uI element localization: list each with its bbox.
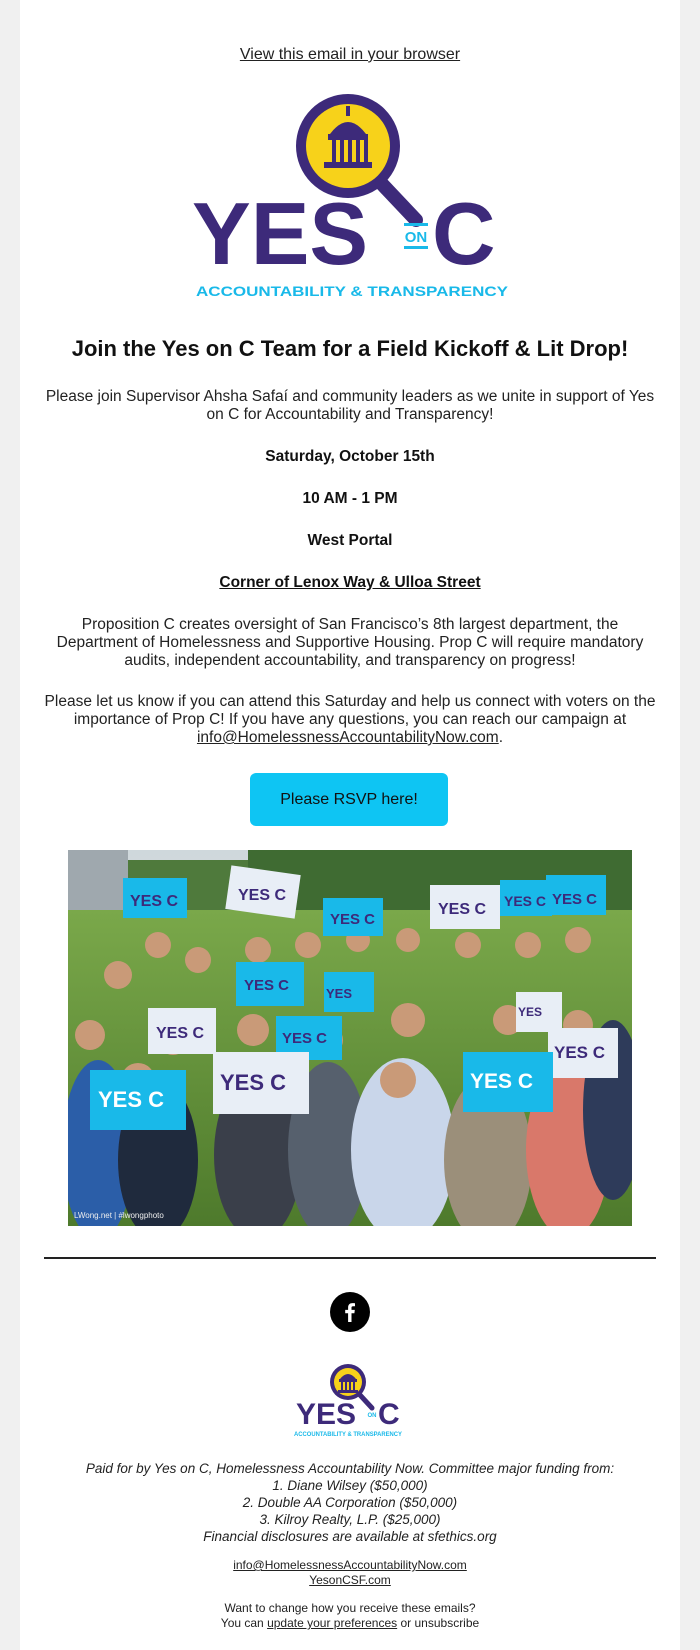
svg-text:YES C: YES C [552,891,598,908]
svg-text:YES C: YES C [244,977,290,994]
event-photo [68,850,632,1226]
svg-text:YES C: YES C [156,1025,205,1042]
logo-yes: YES [192,184,369,283]
footer-logo [290,1362,410,1442]
svg-text:YES C: YES C [98,1087,165,1112]
event-location: West Portal [307,532,393,549]
svg-text:YES C: YES C [282,1030,328,1047]
attendance-request [44,693,656,747]
preferences-line [20,1616,680,1631]
svg-text:YES C: YES C [554,1043,606,1062]
unsubscribe-text: or unsubscribe [397,1616,480,1630]
svg-text:YES: YES [518,1005,543,1019]
event-intro: Please join Supervisor Ahsha Safaí and community leaders as we unite in support of Yes on C for Accountability and Transparency! [45,388,655,423]
yes-on-c-logo [180,88,530,318]
campaign-email-link[interactable]: info@HomelessnessAccountabilityNow.com [196,729,499,746]
footer-logo-c: C [378,1398,400,1431]
logo-on: ON [404,229,428,246]
paid-for-disclaimer: Paid for by Yes on C, Homelessness Accountability Now. Committee major funding from: [85,1461,615,1476]
donor-2: 2. Double AA Corporation ($50,000) [242,1495,458,1510]
footer-logo-yes: YES [296,1398,357,1431]
photo-credit: LWong.net | #lwongphoto [74,1211,164,1220]
footer-divider [44,1257,656,1259]
view-in-browser-link[interactable]: View this email in your browser [239,46,461,63]
update-preferences-link[interactable]: update your preferences [267,1616,398,1630]
svg-text:YES C: YES C [438,901,487,918]
svg-text:YES C: YES C [238,887,287,904]
logo-tagline: ACCOUNTABILITY & TRANSPARENCY [196,283,509,299]
event-address-link[interactable]: Corner of Lenox Way & Ulloa Street [219,574,481,591]
svg-text:YES: YES [326,986,353,1001]
donor-1: 1. Diane Wilsey ($50,000) [272,1478,428,1493]
attendance-text: Please let us know if you can attend this Saturday and help us connect with voters on the importance of Prop C! If you have any questions, you can reach our campaign at [44,693,656,728]
logo-c: C [432,184,496,283]
svg-text:YES C: YES C [470,1070,534,1093]
rsvp-button[interactable]: Please RSVP here! [250,773,448,826]
disclosures-note: Financial disclosures are available at sfethics.org [203,1529,497,1544]
svg-text:YES C: YES C [220,1070,287,1095]
event-date: Saturday, October 15th [265,448,435,465]
email-card [20,0,680,1650]
facebook-icon[interactable] [330,1292,370,1332]
footer-email-link[interactable]: info@HomelessnessAccountabilityNow.com [233,1558,467,1572]
footer-logo-tagline: ACCOUNTABILITY & TRANSPARENCY [294,1432,402,1438]
footer-logo-on: ON [367,1413,377,1419]
you-can-text: You can [220,1616,268,1630]
svg-text:YES C: YES C [130,893,179,910]
donor-3: 3. Kilroy Realty, L.P. ($25,000) [259,1512,441,1527]
svg-text:YES C: YES C [330,911,376,928]
svg-text:YES C: YES C [504,893,547,909]
event-headline: Join the Yes on C Team for a Field Kickoff & Lit Drop! [71,336,629,361]
change-preferences-question: Want to change how you receive these emails? [224,1601,476,1615]
prop-c-description: Proposition C creates oversight of San Francisco’s 8th largest department, the Department of Homelessness and Supportive Housing. Prop C will require mandatory audits, independent accountability, and transparency on progress! [56,616,644,669]
footer-website-link[interactable]: YesonCSF.com [309,1573,391,1587]
event-time: 10 AM - 1 PM [302,490,398,507]
attendance-period: . [498,729,504,746]
